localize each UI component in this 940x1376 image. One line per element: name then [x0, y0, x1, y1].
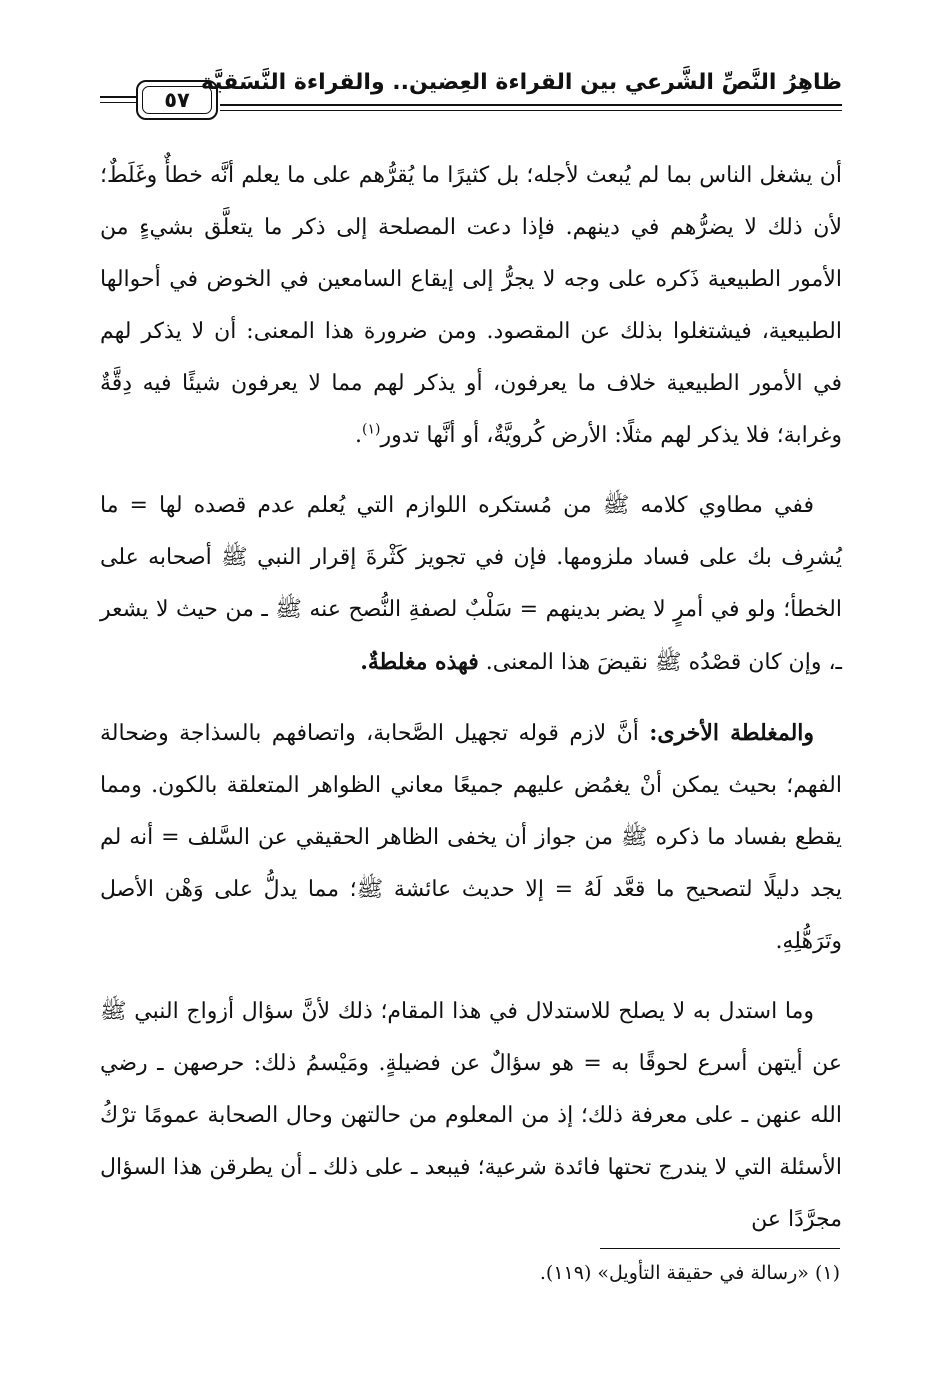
paragraph-lead: والمغلطة الأخرى:: [649, 720, 815, 746]
footnote-marker: (١): [814, 1262, 840, 1284]
paragraph-text: أنَّ لازم قوله تجهيل الصَّحابة، واتصافهم بالسذاجة وضحالة الفهم؛ بحيث يمكن أنْ يغمُض عليهم جميعًا معاني الظواهر المتعلقة بالكون. ومما يقطع بفساد ما ذكره ﷺ من جواز أن يخفى الظاهر الحقيقي عن السَّلف = أنه لم يجد دليلًا لتصحيح ما قعَّد لَهُ = إلا حديث عائشة ﷺ؛ مما يدلُّ على وَهْن الأصل وتَرَهُّلِهِ.: [100, 721, 842, 954]
footnote-separator: [600, 1248, 840, 1249]
footnote-text: «رسالة في حقيقة التأويل» (١١٩).: [539, 1262, 809, 1284]
paragraph-text: وما استدل به لا يصلح للاستدلال في هذا المقام؛ ذلك لأنَّ سؤال أزواج النبي ﷺ عن أيتهن أسرع لحوقًا به = هو سؤالٌ عن فضيلةٍ. ومَيْسمُ ذلك: حرصهن ـ رضي الله عنهن ـ على معرفة ذلك؛ إذ من المعلوم من حالتهن وحال الصحابة عمومًا ترْكُ الأسئلة التي لا يندرج تحتها فائدة شرعية؛ فيبعد ـ على ذلك ـ أن يطرقن هذا السؤال مجرَّدًا عن: [100, 999, 842, 1232]
header-rule-thin: [220, 110, 842, 111]
header-rule: [220, 104, 842, 106]
footnote: [98, 1262, 840, 1284]
paragraph-end: .: [355, 423, 363, 448]
header-rule-left-thin: [100, 102, 136, 103]
paragraph-text: أن يشغل الناس بما لم يُبعث لأجله؛ بل كثيرًا ما يُقرُّهم على ما يعلم أنَّه خطأٌ وغَلَطٌ؛ لأن ذلك لا يضرُّهم في دينهم. فإذا دعت المصلحة إلى ذكر ما يتعلَّق بشيءٍ من الأمور الطبيعية ذَكره على وجه لا يجرُّ إلى إيقاع السامعين في الخوض في أحوالها الطبيعية، فيشتغلوا بذلك عن المقصود. ومن ضرورة هذا المعنى: أن لا يذكر لهم في الأمور الطبيعية خلاف ما يعرفون، أو يذكر لهم مما لا يعرفون شيئًا فيه دِقَّةٌ وغرابة؛ فلا يذكر لهم مثلًا: الأرض كُرويَّةٌ، أو أنَّها تدور: [100, 163, 842, 448]
paragraph: [100, 480, 842, 689]
paragraph: [100, 986, 842, 1246]
running-title: ظاهِرُ النَّصِّ الشَّرعي بين القراءة العِضين.. والقراءة النَّسَقيَّة: [200, 70, 842, 95]
header-rule-left: [100, 96, 136, 98]
page-number-frame: [136, 80, 218, 120]
page-header: [100, 64, 842, 134]
footnote-reference[interactable]: (١): [362, 421, 381, 438]
paragraph-text: ففي مطاوي كلامه ﷺ من مُستكره اللوازم التي يُعلم عدم قصده لها = ما يُشرِف بك على فساد ملزومها. فإن في تجويز كَثْرةَ إقرار النبي ﷺ أصحابه على الخطأ؛ ولو في أمرٍ لا يضر بدينهم = سَلْبٌ لصفةِ النُّصح عنه ﷺ ـ من حيث لا يشعر ـ، وإن كان قصْدُه ﷺ نقيضَ هذا المعنى.: [100, 493, 842, 675]
paragraph: [100, 150, 842, 462]
body-text: [100, 150, 842, 1264]
paragraph: [100, 707, 842, 968]
paragraph-emphasis: فهذه مغلطةٌ.: [360, 649, 479, 675]
page-number: ٥٧: [142, 86, 212, 114]
